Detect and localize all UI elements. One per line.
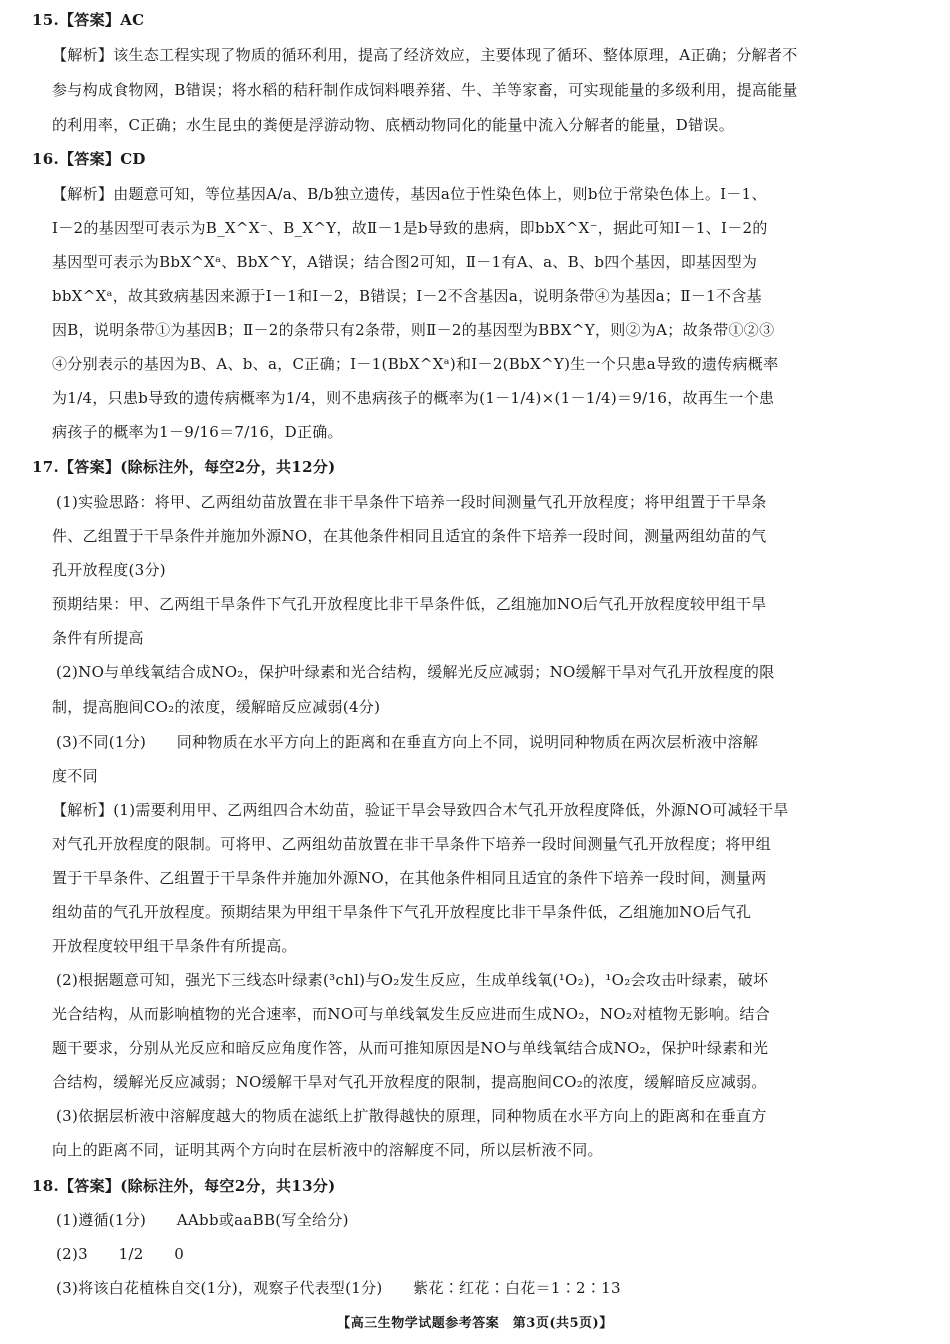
q17-analysis-line: 组幼苗的气孔开放程度。预期结果为甲组干旱条件下气孔开放程度比非干旱条件低，乙组施加NO后气孔 — [52, 903, 752, 921]
q15-analysis-line: 【解析】该生态工程实现了物质的循环利用，提高了经济效应，主要体现了循环、整体原理，A正确；分解者不 — [52, 46, 798, 64]
q15-answer: 15.【答案】AC — [32, 11, 145, 29]
q16-analysis-line: 病孩子的概率为1－9/16＝7/16，D正确。 — [52, 423, 343, 441]
q17-answer-line: 制，提高胞间CO₂的浓度，缓解暗反应减弱(4分) — [52, 698, 381, 716]
q17-answer-line: (2)NO与单线氧结合成NO₂，保护叶绿素和光合结构，缓解光反应减弱；NO缓解干旱对气孔开放程度的限 — [56, 663, 775, 681]
q17-analysis-line: (3)依据层析液中溶解度越大的物质在滤纸上扩散得越快的原理，同种物质在水平方向上的距离和在垂直方 — [56, 1107, 767, 1125]
q16-analysis-line: bbX^Xᵃ，故其致病基因来源于Ⅰ－1和Ⅰ－2，B错误；Ⅰ－2不含基因a，说明条带④为基因a；Ⅱ－1不含基 — [52, 287, 762, 305]
q17-answer-line: 预期结果：甲、乙两组干旱条件下气孔开放程度比非干旱条件低，乙组施加NO后气孔开放程度较甲组干旱 — [52, 595, 767, 613]
q16-analysis-line: 【解析】由题意可知，等位基因A/a、B/b独立遗传，基因a位于性染色体上，则b位于常染色体上。Ⅰ－1、 — [52, 185, 767, 203]
q18-answer-line: (3)将该白花植株自交(1分)，观察子代表型(1分) 紫花∶红花∶白花＝1∶2∶13 — [56, 1279, 621, 1297]
q17-analysis-line: 向上的距离不同，证明其两个方向时在层析液中的溶解度不同，所以层析液不同。 — [52, 1141, 603, 1159]
page-footer: 【高三生物学试题参考答案 第3页(共5页)】 — [337, 1316, 613, 1331]
q16-analysis-line: 基因型可表示为BbX^Xᵃ、BbX^Y，A错误；结合图2可知，Ⅱ－1有A、a、B、b四个基因，即基因型为 — [52, 253, 758, 271]
q17-analysis-line: 合结构，缓解光反应减弱；NO缓解干旱对气孔开放程度的限制，提高胞间CO₂的浓度，缓解暗反应减弱。 — [52, 1073, 767, 1091]
q17-answer-line: 条件有所提高 — [52, 629, 144, 647]
q17-analysis-line: 【解析】(1)需要利用甲、乙两组四合木幼苗，验证干旱会导致四合木气孔开放程度降低，外源NO可减轻干旱 — [52, 801, 789, 819]
q17-analysis-line: 开放程度较甲组干旱条件有所提高。 — [52, 937, 297, 955]
q15-analysis-line: 参与构成食物网，B错误；将水稻的秸秆制作成饲料喂养猪、牛、羊等家畜，可实现能量的多级利用，提高能量 — [52, 81, 798, 99]
q17-analysis-line: (2)根据题意可知，强光下三线态叶绿素(³chl)与O₂发生反应，生成单线氧(¹O₂)，¹O₂会攻击叶绿素，破坏 — [56, 971, 769, 989]
q17-answer-line: 度不同 — [52, 767, 98, 785]
q17-answer-line: 件、乙组置于干旱条件并施加外源NO，在其他条件相同且适宜的条件下培养一段时间，测量两组幼苗的气 — [52, 527, 767, 545]
q17-answer-line: 孔开放程度(3分) — [52, 561, 166, 579]
q17-answer: 17.【答案】(除标注外，每空2分，共12分) — [32, 458, 336, 476]
q17-analysis-line: 光合结构，从而影响植物的光合速率，而NO可与单线氧发生反应进而生成NO₂，NO₂对植物无影响。结合 — [52, 1005, 770, 1023]
q16-answer: 16.【答案】CD — [32, 150, 146, 168]
q16-analysis-line: ④分别表示的基因为B、A、b、a，C正确；Ⅰ－1(BbX^Xᵃ)和Ⅰ－2(BbX^Y)生一个只患a导致的遗传病概率 — [52, 355, 779, 373]
q16-analysis-line: 为1/4，只患b导致的遗传病概率为1/4，则不患病孩子的概率为(1－1/4)×(1－1/4)＝9/16，故再生一个患 — [52, 389, 775, 407]
q18-answer: 18.【答案】(除标注外，每空2分，共13分) — [32, 1177, 336, 1195]
q17-analysis-line: 置于干旱条件、乙组置于干旱条件并施加外源NO，在其他条件相同且适宜的条件下培养一段时间，测量两 — [52, 869, 767, 887]
q18-answer-line: (1)遵循(1分) AAbb或aaBB(写全给分) — [56, 1211, 349, 1229]
q16-analysis-line: 因B，说明条带①为基因B；Ⅱ－2的条带只有2条带，则Ⅱ－2的基因型为BBX^Y，则②为A；故条带①②③ — [52, 321, 775, 339]
q16-analysis-line: Ⅰ－2的基因型可表示为B_X^X⁻、B_X^Y，故Ⅱ－1是b导致的患病，即bbX^X⁻，据此可知Ⅰ－1、Ⅰ－2的 — [52, 219, 768, 237]
q17-answer-line: (3)不同(1分) 同种物质在水平方向上的距离和在垂直方向上不同，说明同种物质在两次层析液中溶解 — [56, 733, 759, 751]
q17-analysis-line: 对气孔开放程度的限制。可将甲、乙两组幼苗放置在非干旱条件下培养一段时间测量气孔开放程度；将甲组 — [52, 835, 772, 853]
q18-answer-line: (2)3 1/2 0 — [56, 1245, 185, 1263]
q17-analysis-line: 题干要求，分别从光反应和暗反应角度作答，从而可推知原因是NO与单线氧结合成NO₂，保护叶绿素和光 — [52, 1039, 769, 1057]
q15-analysis-line: 的利用率，C正确；水生昆虫的粪便是浮游动物、底栖动物同化的能量中流入分解者的能量，D错误。 — [52, 116, 735, 134]
q17-answer-line: (1)实验思路：将甲、乙两组幼苗放置在非干旱条件下培养一段时间测量气孔开放程度；将甲组置于干旱条 — [56, 493, 767, 511]
